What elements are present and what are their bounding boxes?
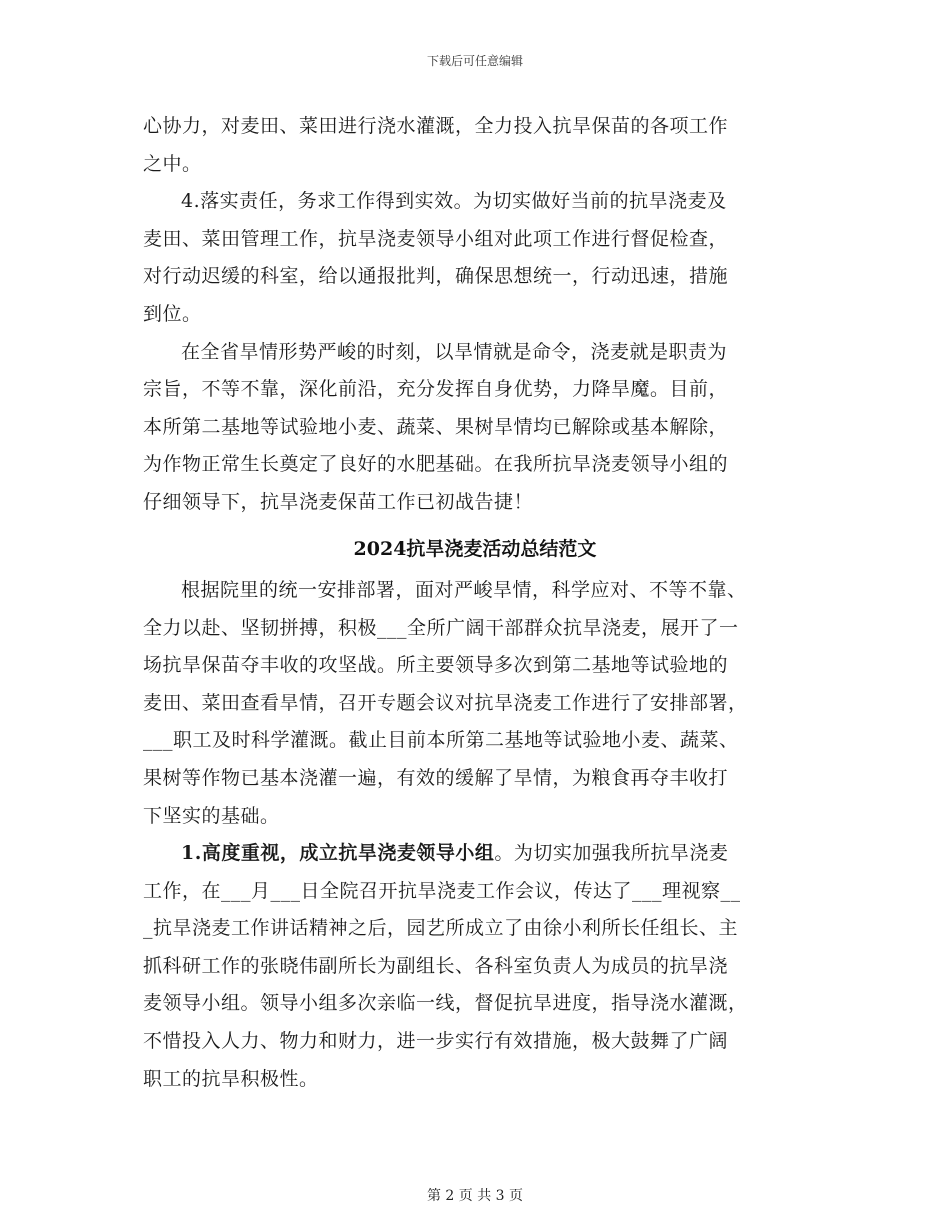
section-intro <box>143 572 807 835</box>
paragraph-item-4: 4.落实责任，务求工作得到实效。为切实做好当前的抗旱浇麦及 麦田、菜田管理工作，抗旱浇麦领导小组对此项工作进行督促检查， 对行动迟缓的科室，给以通报批判，确保思想统一，行动迅速，措施 到位。 <box>143 190 729 325</box>
page-header: 下载后可任意编辑 <box>426 54 523 68</box>
section-1 <box>143 835 807 1098</box>
paragraph-summary: 在全省旱情形势严峻的时刻，以旱情就是命令，浇麦就是职责为 宗旨，不等不靠，深化前沿，充分发挥自身优势，力降旱魔。目前， 本所第二基地等试验地小麦、蔬菜、果树旱情均已解除或基本解除， 为作物正常生长奠定了良好的水肥基础。在我所抗旱浇麦领导小组的 仔细领导下，抗旱浇麦保苗工作已初战告捷！ <box>143 340 729 513</box>
paragraph-intro: 根据院里的统一安排部署，面对严峻旱情，科学应对、不等不靠、 全力以赴、坚韧拼搏，积极___全所广阔干部群众抗旱浇麦，展开了一 场抗旱保苗夺丰收的攻坚战。所主要领导多次到第二基地等试验地的 麦田、菜田查看旱情，召开专题会议对抗旱浇麦工作进行了安排部署， ___职工及时科学灌溉。截止目前本所第二基地等试验地小麦、蔬菜、 果树等作物已基本浇灌一遍，有效的缓解了旱情，为粮食再夺丰收打 下坚实的基础。 <box>143 579 748 827</box>
paragraph-continuation: 心协力，对麦田、菜田进行浇水灌溉，全力投入抗旱保苗的各项工作 之中。 <box>143 115 729 175</box>
document-body <box>143 108 807 522</box>
section-1-heading: 1.高度重视，成立抗旱浇麦领导小组 <box>181 842 495 864</box>
title-block <box>143 528 807 572</box>
section-1-body: 。为切实加强我所抗旱浇麦 工作，在___月___日全院召开抗旱浇麦工作会议，传达了___理视察__ _抗旱浇麦工作讲话精神之后，园艺所成立了由徐小利所长任组长、主 抓科研工作的张晓伟副所长为副组长、各科室负责人为成员的抗旱浇 麦领导小组。领导小组多次亲临一线，督促抗旱进度，指导浇水灌溉， 不惜投入人力、物力和财力，进一步实行有效措施，极大鼓舞了广阔 职工的抗旱积极性。 <box>143 842 748 1090</box>
paragraph-section-1 <box>143 835 807 1098</box>
page-footer: 第 2 页 共 3 页 <box>426 1188 524 1204</box>
document-title: 2024抗旱浇麦活动总结范文 <box>353 538 597 560</box>
